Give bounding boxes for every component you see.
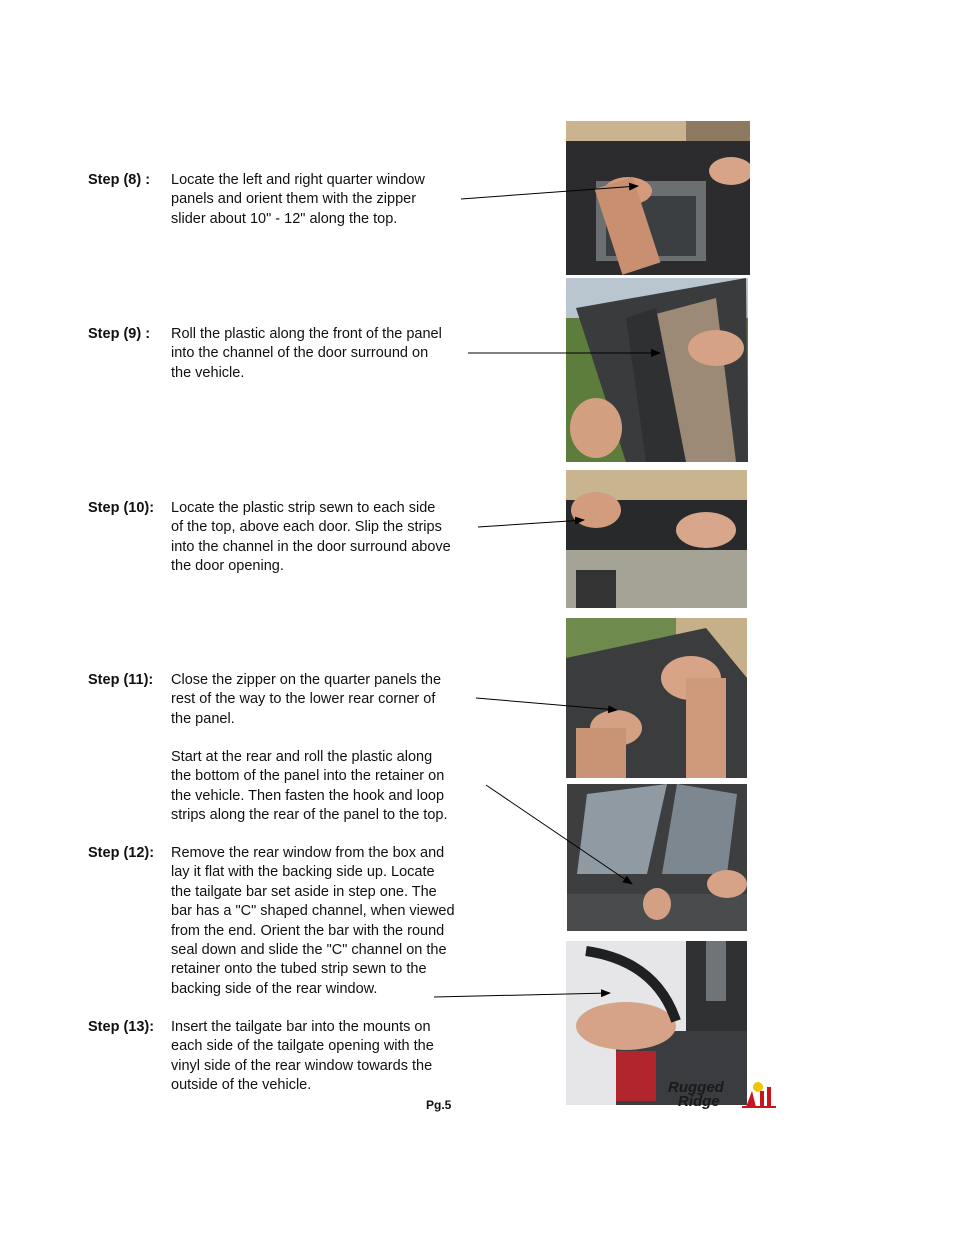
step-11-text: Close the zipper on the quarter panels the rest of the way to the lower rear corner of the panel. bbox=[171, 672, 442, 727]
svg-text:Ridge: Ridge bbox=[678, 1093, 720, 1110]
step-13-text: Insert the tailgate bar into the mounts on each side of the tailgate opening with the vinyl side of the rear window towards the outside of the vehicle. bbox=[171, 1019, 434, 1094]
arrow-step-11 bbox=[476, 698, 617, 710]
step-10-label: Step (10): bbox=[88, 500, 155, 516]
step-12-text: Remove the rear window from the box and lay it flat with the backing side up. Locate the tailgate bar set aside in step one. The bar has a "C" shaped channel, when viewed from the end. Orient the bar with the round seal down and slide the "C" channel on the retainer onto the tubed strip sewn to the backing side of the rear window. bbox=[171, 845, 455, 997]
arrow-step-8 bbox=[461, 186, 638, 199]
step-10-text: Locate the plastic strip sewn to each side of the top, above each door. Slip the strips into the channel in the door surround above the door opening. bbox=[171, 500, 451, 575]
step-8-label: Step (8) : bbox=[88, 172, 151, 188]
step-8-text: Locate the left and right quarter window panels and orient them with the zipper slider about 10" - 12" along the top. bbox=[171, 172, 425, 227]
step-9-text: Roll the plastic along the front of the panel into the channel of the door surround on the vehicle. bbox=[171, 326, 442, 381]
step-9-label: Step (9) : bbox=[88, 326, 151, 342]
step-11-label: Step (11): bbox=[88, 672, 154, 688]
svg-text:Rugged: Rugged bbox=[668, 1079, 724, 1096]
arrow-step-10 bbox=[478, 520, 584, 527]
page-number: Pg.5 bbox=[426, 1098, 452, 1112]
step-13-label: Step (13): bbox=[88, 1019, 155, 1035]
step-12-label: Step (12): bbox=[88, 845, 155, 861]
rugged-ridge-logo bbox=[666, 1077, 780, 1111]
arrow-step-12 bbox=[434, 993, 610, 997]
step-11-text-continued: Start at the rear and roll the plastic along the bottom of the panel into the retainer on the vehicle. Then fasten the hook and loop strips along the rear of the panel to the top. bbox=[171, 749, 448, 824]
arrow-step-11b bbox=[486, 785, 632, 884]
